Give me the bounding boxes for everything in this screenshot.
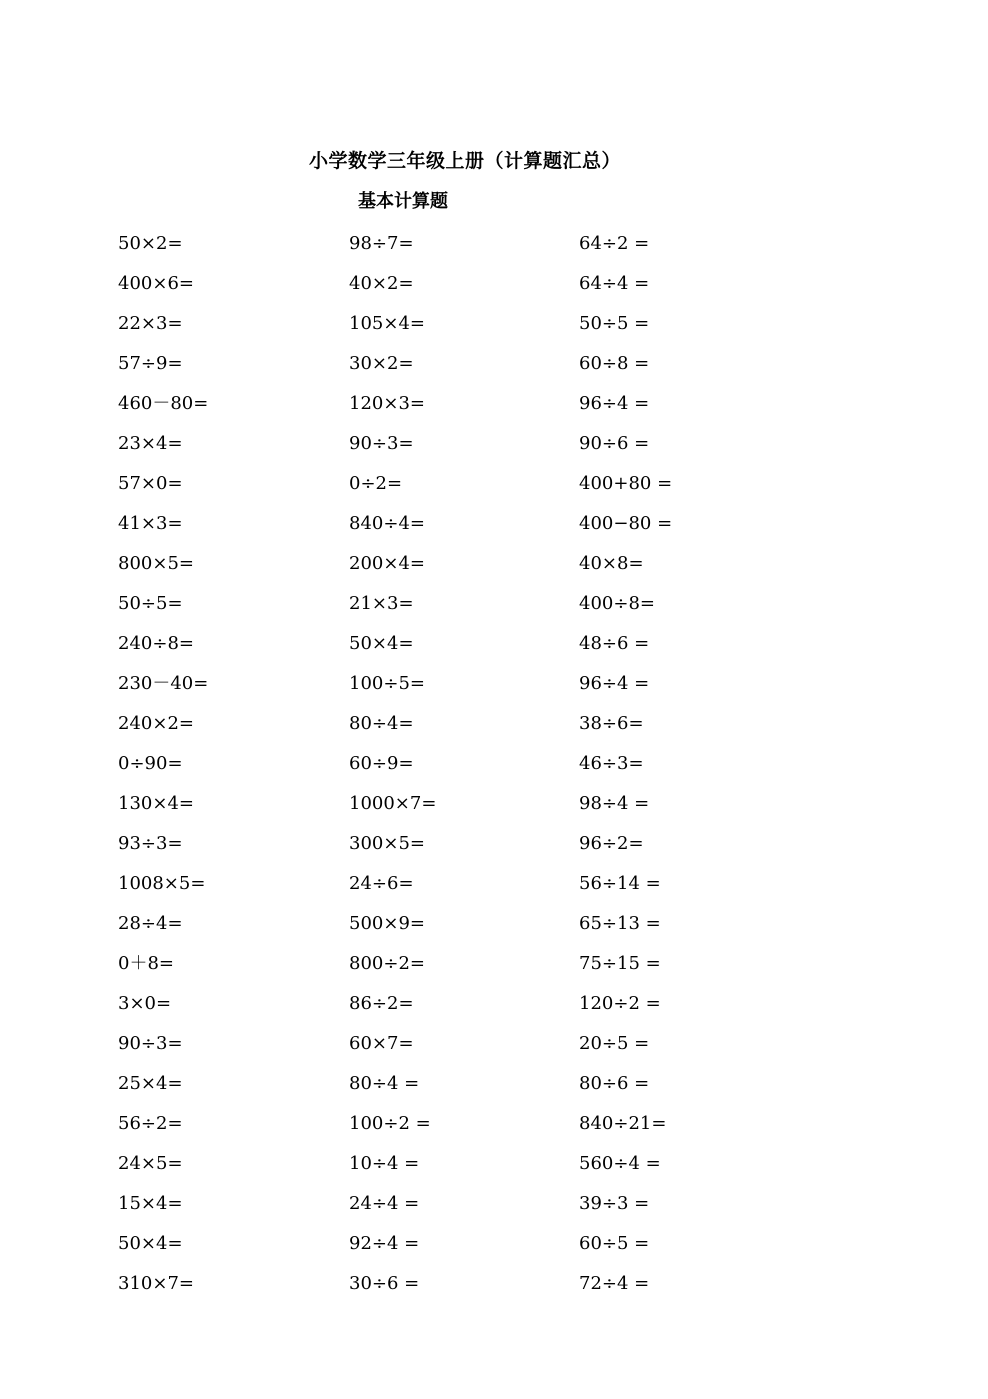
problem-item: 120÷2 = — [579, 993, 661, 1014]
problem-item: 460－80= — [118, 393, 209, 414]
problem-row — [118, 984, 818, 1024]
problem-item: 24÷4 = — [349, 1193, 420, 1214]
problem-item: 500×9= — [349, 913, 425, 934]
problem-row — [118, 504, 818, 544]
problem-item: 57÷9= — [118, 353, 183, 374]
problem-item: 840÷21= — [579, 1113, 667, 1134]
problem-item: 1008×5= — [118, 873, 206, 894]
problem-item: 56÷14 = — [579, 873, 661, 894]
problem-item: 400÷8= — [579, 593, 655, 614]
problem-row — [118, 1184, 818, 1224]
problem-item: 28÷4= — [118, 913, 183, 934]
problem-item: 10÷4 = — [349, 1153, 420, 1174]
problem-item: 50×4= — [118, 1233, 183, 1254]
problem-item: 72÷4 = — [579, 1273, 650, 1294]
problem-item: 65÷13 = — [579, 913, 661, 934]
problem-item: 96÷4 = — [579, 393, 650, 414]
problem-item: 40×8= — [579, 553, 644, 574]
section-heading: 基本计算题 — [358, 191, 448, 212]
problem-item: 120×3= — [349, 393, 425, 414]
problem-item: 25×4= — [118, 1073, 183, 1094]
problem-item: 240÷8= — [118, 633, 194, 654]
problem-item: 0÷90= — [118, 753, 183, 774]
problem-item: 50×4= — [349, 633, 414, 654]
problem-row — [118, 1024, 818, 1064]
problem-item: 24÷6= — [349, 873, 414, 894]
problem-item: 38÷6= — [579, 713, 644, 734]
problem-item: 105×4= — [349, 313, 425, 334]
problem-row — [118, 1064, 818, 1104]
problem-item: 90÷3= — [118, 1033, 183, 1054]
problem-row — [118, 744, 818, 784]
problem-item: 40×2= — [349, 273, 414, 294]
problem-item: 39÷3 = — [579, 1193, 650, 1214]
problem-row — [118, 704, 818, 744]
problem-item: 60÷5 = — [579, 1233, 650, 1254]
problem-row — [118, 824, 818, 864]
problem-item: 3×0= — [118, 993, 172, 1014]
problem-item: 60÷8 = — [579, 353, 650, 374]
problem-item: 24×5= — [118, 1153, 183, 1174]
problem-item: 60×7= — [349, 1033, 414, 1054]
problem-row — [118, 1264, 818, 1304]
problem-row — [118, 1144, 818, 1184]
problem-row — [118, 1224, 818, 1264]
problem-item: 400−80 = — [579, 513, 673, 534]
problem-item: 56÷2= — [118, 1113, 183, 1134]
problem-row — [118, 264, 818, 304]
problem-row — [118, 224, 818, 264]
problem-row — [118, 424, 818, 464]
problem-item: 22×3= — [118, 313, 183, 334]
problem-item: 98÷4 = — [579, 793, 650, 814]
problem-item: 90÷6 = — [579, 433, 650, 454]
problem-row — [118, 584, 818, 624]
problem-row — [118, 904, 818, 944]
problem-item: 93÷3= — [118, 833, 183, 854]
problem-item: 400+80 = — [579, 473, 673, 494]
problem-row — [118, 464, 818, 504]
problem-item: 0÷2= — [349, 473, 403, 494]
problem-item: 86÷2= — [349, 993, 414, 1014]
problem-item: 60÷9= — [349, 753, 414, 774]
problem-row — [118, 624, 818, 664]
problem-item: 400×6= — [118, 273, 194, 294]
problem-item: 80÷4 = — [349, 1073, 420, 1094]
problem-row — [118, 784, 818, 824]
problem-item: 800÷2= — [349, 953, 425, 974]
problem-item: 30÷6 = — [349, 1273, 420, 1294]
problem-item: 30×2= — [349, 353, 414, 374]
problem-row — [118, 664, 818, 704]
problem-item: 41×3= — [118, 513, 183, 534]
problem-item: 23×4= — [118, 433, 183, 454]
problem-item: 64÷2 = — [579, 233, 650, 254]
problem-row — [118, 344, 818, 384]
problem-row — [118, 944, 818, 984]
problem-row — [118, 304, 818, 344]
problem-grid — [118, 224, 818, 1304]
problem-item: 0＋8= — [118, 953, 174, 974]
problem-item: 20÷5 = — [579, 1033, 650, 1054]
problem-item: 92÷4 = — [349, 1233, 420, 1254]
problem-row — [118, 864, 818, 904]
problem-item: 100÷2 = — [349, 1113, 431, 1134]
problem-row — [118, 384, 818, 424]
problem-item: 15×4= — [118, 1193, 183, 1214]
problem-item: 50÷5 = — [579, 313, 650, 334]
problem-item: 50÷5= — [118, 593, 183, 614]
problem-item: 57×0= — [118, 473, 183, 494]
problem-item: 130×4= — [118, 793, 194, 814]
problem-item: 64÷4 = — [579, 273, 650, 294]
problem-item: 100÷5= — [349, 673, 425, 694]
problem-item: 310×7= — [118, 1273, 194, 1294]
problem-item: 230－40= — [118, 673, 209, 694]
problem-item: 80÷6 = — [579, 1073, 650, 1094]
problem-item: 96÷4 = — [579, 673, 650, 694]
problem-item: 98÷7= — [349, 233, 414, 254]
problem-item: 80÷4= — [349, 713, 414, 734]
problem-item: 50×2= — [118, 233, 183, 254]
problem-item: 46÷3= — [579, 753, 644, 774]
problem-item: 21×3= — [349, 593, 414, 614]
problem-row — [118, 544, 818, 584]
problem-item: 840÷4= — [349, 513, 425, 534]
problem-item: 90÷3= — [349, 433, 414, 454]
problem-item: 1000×7= — [349, 793, 437, 814]
page-title: 小学数学三年级上册（计算题汇总） — [308, 150, 621, 172]
problem-item: 200×4= — [349, 553, 425, 574]
problem-row — [118, 1104, 818, 1144]
problem-item: 96÷2= — [579, 833, 644, 854]
problem-item: 560÷4 = — [579, 1153, 661, 1174]
problem-item: 240×2= — [118, 713, 194, 734]
problem-item: 75÷15 = — [579, 953, 661, 974]
problem-item: 800×5= — [118, 553, 194, 574]
problem-item: 48÷6 = — [579, 633, 650, 654]
problem-item: 300×5= — [349, 833, 425, 854]
